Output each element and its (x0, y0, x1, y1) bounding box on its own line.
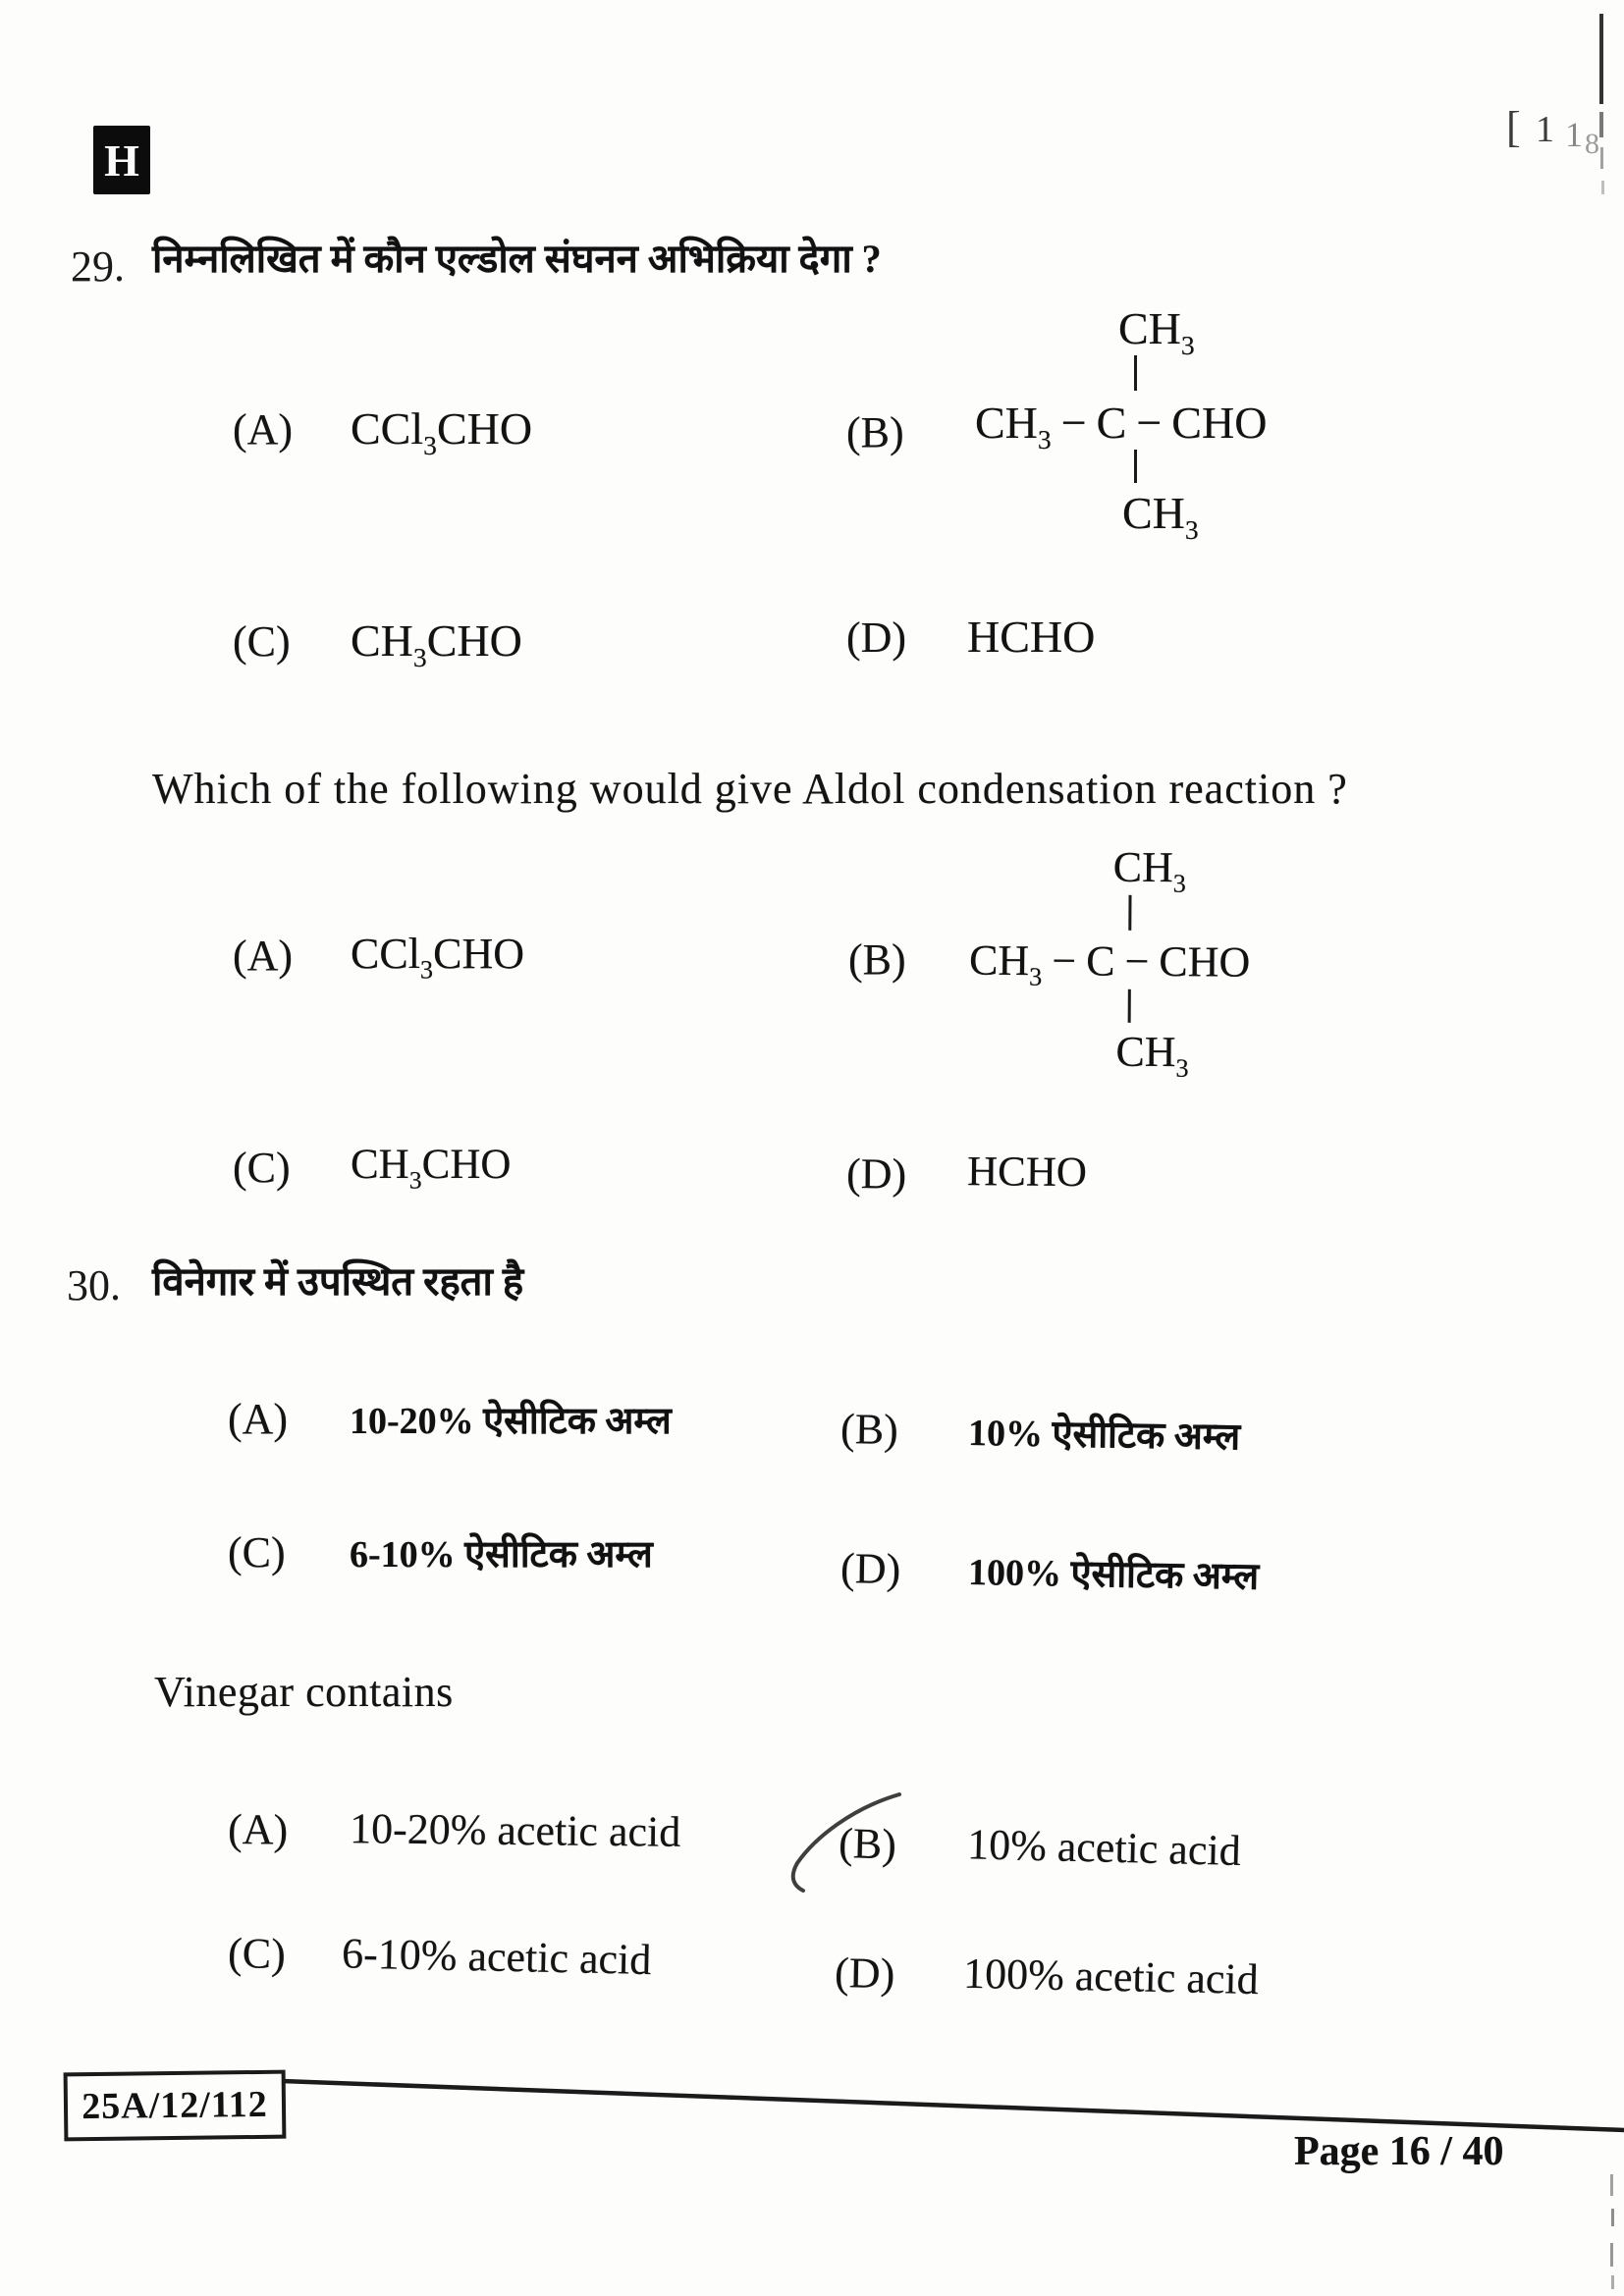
section-h-badge: H (93, 126, 150, 194)
structure-center-atom: C (1086, 936, 1115, 986)
structure-mid-row (975, 397, 1268, 455)
q30-en-option-d (834, 1948, 1260, 2016)
q29-question-hindi: निम्नलिखित में कौन एल्डोल संघनन अभिक्रिया देगा ? (152, 237, 882, 281)
pen-mark-on-option-b (784, 1792, 913, 1896)
bond-vertical (1134, 450, 1137, 483)
option-label: (A) (233, 932, 294, 980)
option-formula: HCHO (966, 1148, 1088, 1197)
option-text: 10-20% acetic acid (349, 1804, 681, 1856)
scan-edge-dash (1610, 2243, 1613, 2267)
scan-edge-line (1599, 14, 1603, 104)
option-label: (A) (227, 1805, 289, 1854)
structure-left-group: $CH_3$ (975, 398, 1052, 455)
structure-top-group: $CH_3$ (1118, 303, 1195, 361)
q30-number: 30. (67, 1261, 121, 1309)
corner-digit-faint-sub: 8 (1585, 128, 1599, 160)
bond-horizontal: − (1060, 398, 1087, 448)
bond-horizontal: − (1124, 936, 1150, 986)
option-label: (C) (233, 617, 291, 666)
q29-en-option-b-structure (968, 841, 1343, 1099)
bond-vertical (1134, 355, 1137, 391)
q30-question-hindi: विनेगार में उपस्थित रहता है (152, 1259, 524, 1304)
q29-hi-option-b-structure (975, 302, 1348, 558)
bond-horizontal: − (1136, 398, 1163, 448)
q30-en-option-c (227, 1928, 652, 1997)
option-label: (B) (839, 1405, 899, 1454)
structure-top-group: $CH_3$ (1112, 842, 1187, 898)
structure-center-atom: C (1096, 398, 1127, 448)
scan-edge-dash (1601, 181, 1604, 194)
structure-left-group: $CH_3$ (968, 935, 1043, 991)
option-label: (C) (233, 1144, 291, 1192)
corner-bracket: [ (1506, 103, 1521, 151)
q30-hi-option-b (839, 1404, 1241, 1472)
bond-vertical (1128, 989, 1131, 1023)
option-label: (A) (228, 1395, 289, 1443)
q29-number: 29. (71, 242, 125, 291)
q29-question-english: Which of the following would give Aldol condensation reaction ? (152, 765, 1348, 813)
option-text: 10% ऐसीटिक अम्ल (967, 1413, 1241, 1459)
structure-bottom-group: $CH_3$ (1122, 488, 1199, 546)
scan-edge-dash (1611, 2209, 1614, 2226)
option-formula: $CH_3CHO$ (351, 1142, 512, 1195)
option-formula: HCHO (967, 612, 1096, 662)
option-formula: CCl$_3$CHO (351, 403, 533, 461)
corner-digit: 1 (1536, 109, 1554, 150)
corner-digit-faint: 1 (1565, 115, 1583, 154)
option-label: (D) (839, 1544, 901, 1593)
option-formula: CCl$_3$CHO (351, 930, 525, 985)
option-label: (C) (227, 1929, 287, 1979)
option-text: 6-10% acetic acid (341, 1929, 652, 1985)
option-label: (A) (233, 405, 294, 454)
option-label: (D) (834, 1949, 895, 1999)
paper-code-box (64, 2070, 287, 2142)
q29-hi-option-b-label: (B) (846, 408, 904, 456)
page-indicator: Page 16 / 40 (1294, 2129, 1504, 2174)
bond-vertical (1128, 895, 1131, 931)
q29-en-option-b-label: (B) (848, 935, 906, 984)
structure-right-group: CHO (1171, 398, 1268, 448)
scan-edge-dash (1610, 2174, 1613, 2196)
q30-question-english: Vinegar contains (154, 1668, 454, 1716)
structure-bottom-group: $CH_3$ (1115, 1027, 1189, 1083)
structure-mid-row (968, 935, 1251, 991)
option-label: (D) (845, 1149, 907, 1199)
option-label: (D) (846, 614, 907, 662)
option-label: (B) (838, 1819, 897, 1869)
scan-edge-dash (1599, 112, 1603, 137)
option-label: (C) (228, 1528, 286, 1576)
q29-en-option-d (845, 1148, 1088, 1217)
option-formula: $CH_3CHO$ (351, 615, 522, 673)
option-text: 100% ऐसीटिक अम्ल (967, 1552, 1260, 1598)
q30-hi-option-d (839, 1543, 1260, 1612)
scan-edge-dash (1600, 147, 1603, 169)
option-text: 10-20% ऐसीटिक अम्ल (350, 1401, 672, 1442)
bond-horizontal: − (1052, 936, 1077, 986)
scan-edge-dash (1611, 2275, 1614, 2289)
option-text: 10% acetic acid (966, 1820, 1242, 1876)
option-text: 100% acetic acid (962, 1949, 1260, 2004)
option-text: 6-10% ऐसीटिक अम्ल (350, 1534, 653, 1575)
paper-code: 25A/12/112 (81, 2083, 268, 2128)
structure-right-group: CHO (1159, 937, 1251, 987)
q30-en-option-a (227, 1804, 681, 1873)
